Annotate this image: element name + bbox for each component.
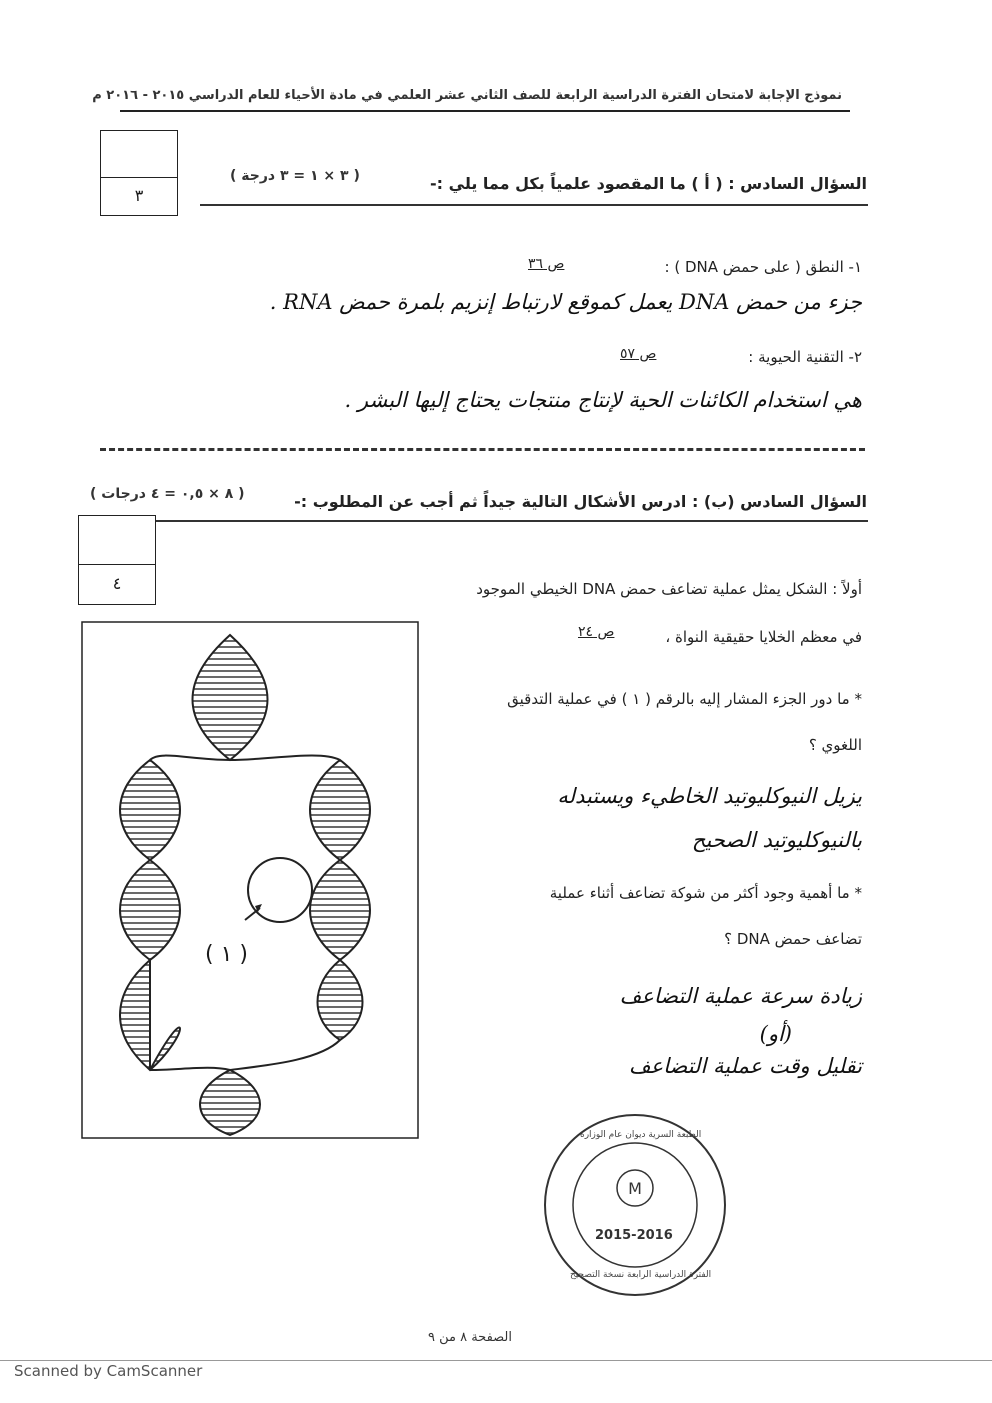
score-box-q6a-value: ٣ <box>134 186 144 205</box>
q6a-item1-label: ١- النطق ( على حمض DNA ) : <box>664 258 862 276</box>
dna-helix-illustration <box>80 620 420 1140</box>
q6b-intro-ref: ص ٢٤ <box>578 624 615 640</box>
scanner-watermark: Scanned by CamScanner <box>14 1362 203 1380</box>
dna-replication-figure <box>80 620 420 1140</box>
score-box-q6b-value: ٤ <box>112 574 122 593</box>
section-divider <box>100 448 865 451</box>
q6a-underline <box>200 204 868 206</box>
q6b-sub1-line1: * ما دور الجزء المشار إليه بالرقم ( ١ ) في عملية التدقيق <box>507 690 862 708</box>
exam-header: نموذج الإجابة لامتحان الفترة الدراسية الرابعة للصف الثاني عشر العلمي في مادة الأحياء للعام الدراسي ٢٠١٥ - ٢٠١٦ م <box>92 88 842 103</box>
q6b-sub2-line2: تضاعف حمض DNA ؟ <box>724 930 862 948</box>
header-divider <box>120 110 850 112</box>
q6b-answer1-line2: بالنيوكليوتيد الصحيح <box>691 828 862 852</box>
q6a-item2-ref: ص ٥٧ <box>620 346 657 362</box>
page-number: الصفحة ٨ من ٩ <box>427 1330 512 1345</box>
q6a-item2-answer: هي استخدام الكائنات الحية لإنتاج منتجات يحتاج إليها البشر . <box>344 388 862 412</box>
q6b-answer2-line1: زيادة سرعة عملية التضاعف <box>619 984 862 1008</box>
q6a-item1-ref: ص ٣٦ <box>528 256 565 272</box>
q6b-title: السؤال السادس (ب) : ادرس الأشكال التالية جيداً ثم أجب عن المطلوب :- <box>294 492 867 511</box>
q6a-item1-answer: جزء من حمض DNA يعمل كموقع لارتباط إنزيم بلمرة حمض RNA . <box>269 290 862 314</box>
q6a-item2-label: ٢- التقنية الحيوية : <box>748 348 862 366</box>
q6b-marks: ( ٨ × ٠,٥ = ٤ درجات ) <box>90 486 245 502</box>
ministry-stamp <box>540 1110 730 1300</box>
q6a-marks: ( ٣ × ١ = ٣ درجة ) <box>230 168 360 184</box>
q6b-answer2-line2: (أو) <box>759 1022 792 1046</box>
figure-label-1: ( ١ ) <box>205 942 248 967</box>
stamp-ring-bottom: الفترة الدراسية الرابعة نسخة التصحيح <box>570 1270 712 1280</box>
score-box-q6a <box>100 130 178 216</box>
stamp-ring-top: الطبعة السرية ديوان عام الوزارة <box>580 1130 702 1140</box>
svg-text:M: M <box>628 1179 642 1198</box>
q6b-sub1-line2: اللغوي ؟ <box>808 736 862 754</box>
score-box-q6b <box>78 515 156 605</box>
q6b-intro-line2: في معظم الخلايا حقيقية النواة ، <box>665 628 862 646</box>
q6b-underline <box>90 520 868 522</box>
stamp-year: 2015-2016 <box>595 1228 673 1243</box>
q6a-title: السؤال السادس : ( أ ) ما المقصود علمياً بكل مما يلي :- <box>430 174 867 193</box>
q6b-answer2-line3: تقليل وقت عملية التضاعف <box>628 1054 862 1078</box>
footer-edge <box>0 1360 992 1361</box>
q6b-sub2-line1: * ما أهمية وجود أكثر من شوكة تضاعف أثناء عملية <box>549 884 862 902</box>
q6b-answer1-line1: يزيل النيوكليوتيد الخاطيء ويستبدله <box>557 784 862 808</box>
q6b-intro-line1: أولاً : الشكل يمثل عملية تضاعف حمض DNA الخيطي الموجود <box>476 580 862 598</box>
